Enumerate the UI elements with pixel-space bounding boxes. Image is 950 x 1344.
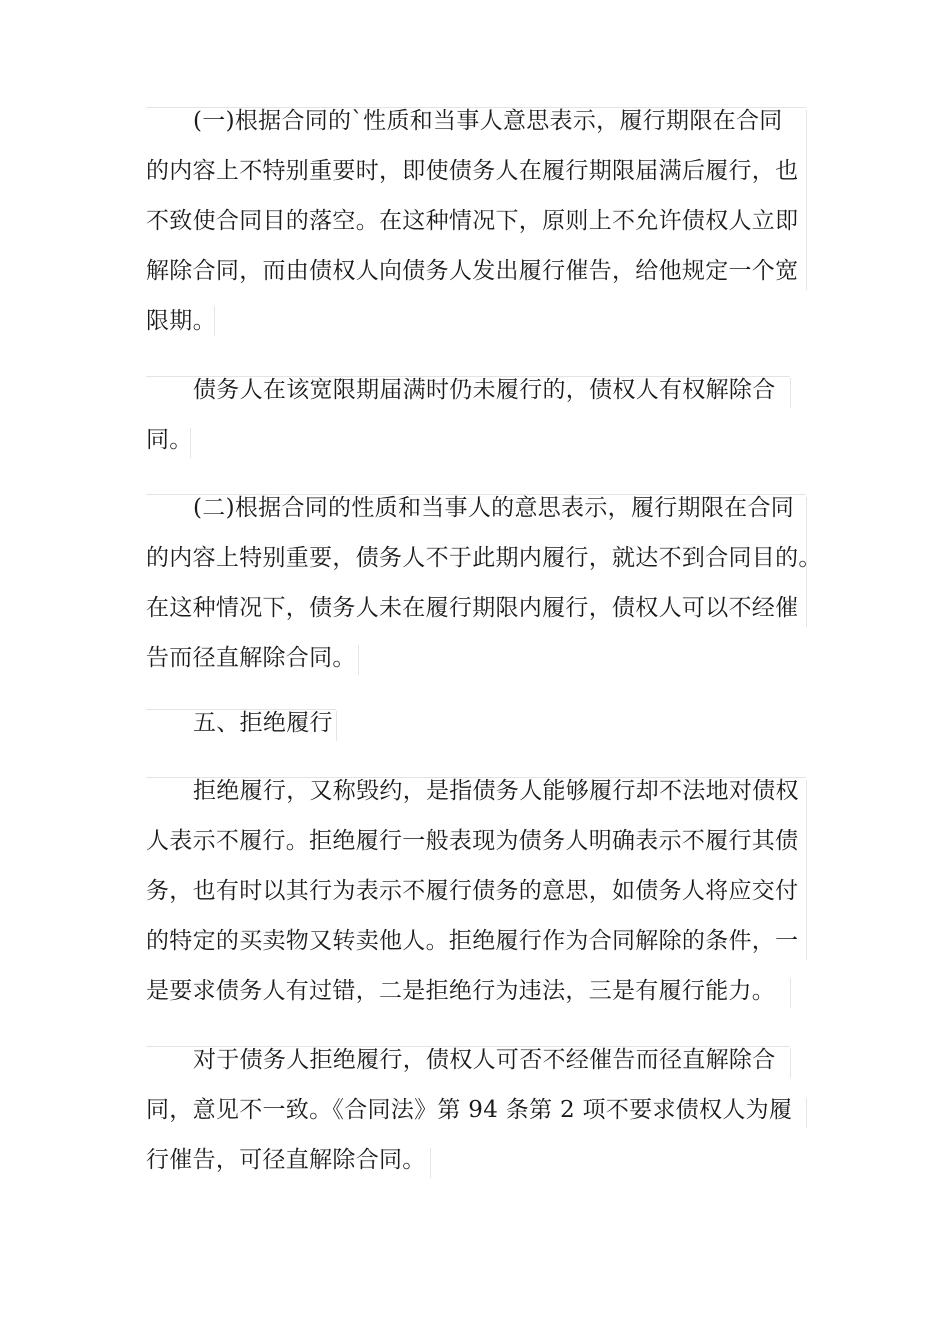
line-end-guide [790,1048,791,1078]
paragraph-4-line-3: 务，也有时以其行为表示不履行债务的意思，如债务人将应交付 [146,878,799,904]
paragraph-3-line-2: 的内容上特别重要，债务人不于此期内履行，就达不到合同目的。 [146,545,822,571]
line-end-guide [790,378,791,408]
paragraph-4-line-2: 人表示不履行。拒绝履行一般表现为债务人明确表示不履行其债 [146,828,799,854]
paragraph-2-line-2: 同。 [146,427,193,453]
line-end-guide [214,306,215,336]
line-end-guide [190,428,191,458]
paragraph-2-line-1: 债务人在该宽限期届满时仍未履行的，债权人有权解除合 [193,377,776,403]
line-end-guide [790,978,791,1008]
line-end-guide [806,110,807,290]
line-end-guide [806,780,807,960]
paragraph-4-line-5: 是要求债务人有过错，二是拒绝行为违法，三是有履行能力。 [146,978,776,1004]
line-end-guide [430,1148,431,1178]
paragraph-5-line-1: 对于债务人拒绝履行，债权人可否不经催告而径直解除合 [193,1047,776,1073]
paragraph-3-line-4: 告而径直解除合同。 [146,645,356,671]
paragraph-1-line-2: 的内容上不特别重要时，即使债务人在履行期限届满后履行，也 [146,158,799,184]
section-heading: 五、拒绝履行 [193,710,333,736]
line-end-guide [806,1098,807,1128]
paragraph-1-line-5: 限期。 [146,308,216,334]
line-end-guide [336,711,337,741]
paragraph-1-line-3: 不致使合同目的落空。在这种情况下，原则上不允许债权人立即 [146,208,799,234]
paragraph-5-line-3: 行催告，可径直解除合同。 [146,1147,426,1173]
line-end-guide [806,497,807,627]
line-end-guide [358,645,359,675]
paragraph-4-line-1: 拒绝履行，又称毁约，是指债务人能够履行却不法地对债权 [193,778,799,804]
paragraph-1-line-4: 解除合同，而由债权人向债务人发出履行催告，给他规定一个宽 [146,258,799,284]
paragraph-4-line-4: 的特定的买卖物又转卖他人。拒绝履行作为合同解除的条件，一 [146,928,799,954]
paragraph-5-line-2: 同，意见不一致。《合同法》第 94 条第 2 项不要求债权人为履 [146,1097,793,1123]
paragraph-3-line-1: (二)根据合同的性质和当事人的意思表示，履行期限在合同 [193,495,795,521]
paragraph-1-line-1: (一)根据合同的`性质和当事人意思表示，履行期限在合同 [193,108,783,134]
paragraph-3-line-3: 在这种情况下，债务人未在履行期限内履行，债权人可以不经催 [146,595,799,621]
